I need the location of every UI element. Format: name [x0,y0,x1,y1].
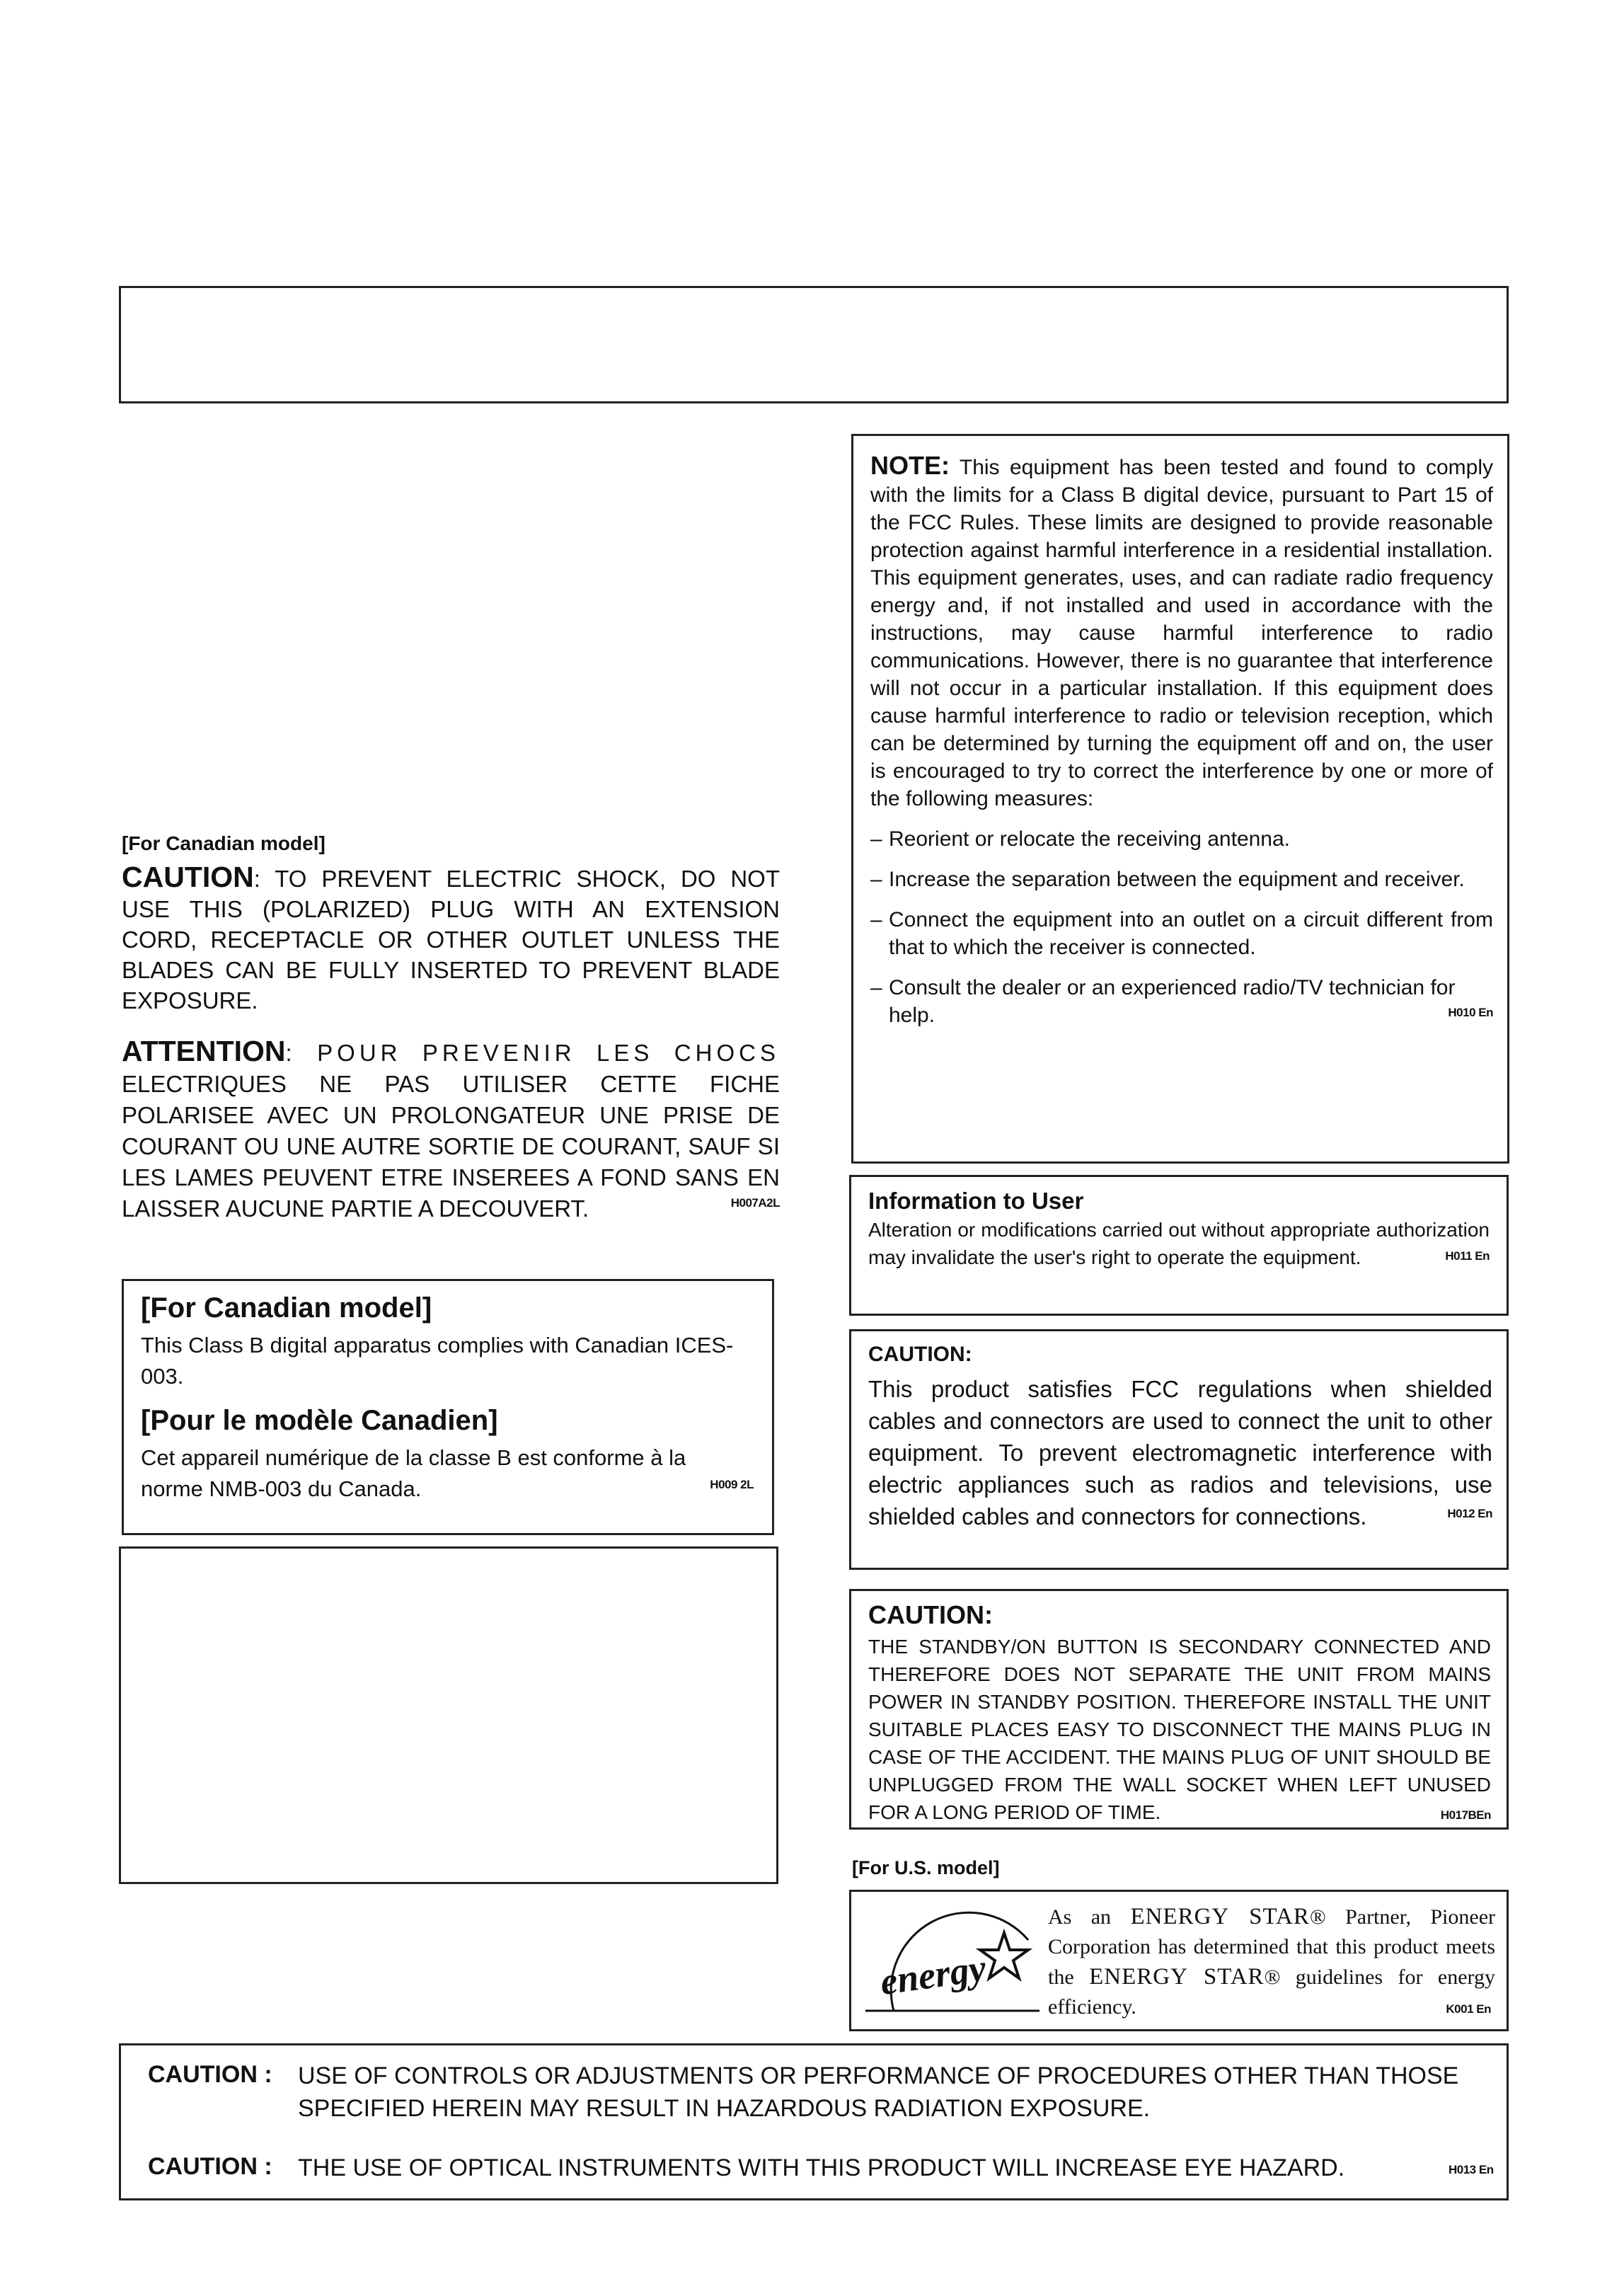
caution-label-1: CAUTION : [148,2061,272,2088]
canadian-model-box [122,1279,774,1535]
doc-code: H011 En [1445,1249,1490,1263]
measure-text: Reorient or relocate the receiving antenna. [889,827,1291,851]
dash: – [870,976,882,999]
doc-code: H007A2L [730,1196,780,1210]
caution-english [122,862,780,1016]
doc-code: H013 En [1449,2163,1494,2176]
section-heading: [For Canadian model] [122,832,326,854]
energy-t2: ENERGY STAR [1130,1904,1310,1929]
note-body: This equipment has been tested and found to comply with the limits for a Class B digital device, pursuant to Part 15 of the FCC Rules. These limits are designed to provide reasonable protection against harmful interference in a residential installation. This equipment generates, uses, and can radiate radio frequency energy and, if not installed and used in accordance with the instructions, may cause harmful interference to radio communications. However, there is no guarantee that interference will not occur in a particular installation. If this equipment does cause harmful interference to radio or television reception, which can be determined by turning the equipment off and on, the user is encouraged to try to correct the interference by one or more of the following measures: [870,456,1493,810]
note-paragraph [870,452,1493,813]
attention-label: ATTENTION [122,1035,286,1067]
energy-t5: ® guidelines for energy efficiency. [1048,1965,1495,2019]
note-measure-4 [870,974,1493,1029]
heading-english: [For Canadian model] [141,1292,432,1324]
fcc-text: This product satisfies FCC regulations when shielded cables and connectors are used to connect the unit to other equipment. To prevent electromagnetic interference with electric appliances such as radios and televisions, use shielded cables and connectors for connections. [868,1376,1492,1529]
heading-french: [Pour le modèle Canadien] [141,1405,498,1436]
top-blank-frame [119,286,1509,403]
doc-code: H010 En [1448,1006,1493,1019]
canadian-caution-block [122,832,780,1224]
dash: – [870,908,882,931]
text-french [141,1442,754,1505]
fcc-caution-box [849,1329,1509,1570]
note-measure-1 [870,825,1493,853]
note-measure-2 [870,866,1493,893]
info-to-user-box [849,1175,1509,1316]
blank-frame [119,1546,778,1884]
measure-text: Consult the dealer or an experienced radio/TV technician for help. [889,976,1456,1027]
caution-text-1a: USE OF CONTROLS OR ADJUSTMENTS OR PERFORMANCE OF PROCEDURES OTHER THAN THOSE [298,2062,1459,2089]
fcc-text-wrap [868,1373,1492,1532]
dash: – [870,827,882,851]
attention-french [122,1035,780,1224]
measure-text: Increase the separation between the equipment and receiver. [889,868,1465,891]
doc-code: H012 En [1447,1507,1492,1520]
attention-text: ELECTRIQUES NE PAS UTILISER CETTE FICHE POLARISEE AVEC UN PROLONGATEUR UNE PRISE DE COURANT OU UNE AUTRE SORTIE DE COURANT, SAUF SI LES LAMES PEUVENT ETRE INSEREES A FOND SANS EN LAISSER AUCUNE PARTIE A DECOUVERT. [122,1071,780,1222]
attention-lead: : POUR PREVENIR LES CHOCS [285,1040,780,1066]
info-text: Alteration or modifications carried out without appropriate authorization may invalidate the user's right to operate the equipment. [868,1219,1490,1268]
caution-text: : TO PREVENT ELECTRIC SHOCK, DO NOT USE THIS (POLARIZED) PLUG WITH AN EXTENSION CORD, RECEPTACLE OR OTHER OUTLET UNLESS THE BLADES CAN BE FULLY INSERTED TO PREVENT BLADE EXPOSURE. [122,866,780,1014]
info-text-wrap [868,1216,1490,1271]
standby-text-wrap [868,1633,1491,1826]
doc-code: H009 2L [710,1478,754,1491]
text-english: This Class B digital apparatus complies with Canadian ICES-003. [141,1333,734,1389]
energy-t4: ENERGY STAR [1089,1964,1265,1990]
energy-star-box [849,1890,1509,2031]
caution-heading: CAUTION: [868,1600,993,1629]
energy-t3: ® Partner, Pioneer Corporation has determined that this product meets the [1048,1905,1496,1989]
french-text: Cet appareil numérique de la classe B est conforme à la norme NMB-003 du Canada. [141,1445,686,1501]
star-icon [980,1933,1028,1978]
standby-text: THE STANDBY/ON BUTTON IS SECONDARY CONNECTED AND THEREFORE DOES NOT SEPARATE THE UNIT FROM MAINS POWER IN STANDBY POSITION. THEREFORE INSTALL THE UNIT SUITABLE PLACES EASY TO DISCONNECT THE MAINS PLUG IN CASE OF THE ACCIDENT. THE MAINS PLUG OF UNIT SHOULD BE UNPLUGGED FROM THE WALL SOCKET WHEN LEFT UNUSED FOR A LONG PERIOD OF TIME. [868,1636,1491,1823]
caution-label: CAUTION [122,861,254,893]
bottom-caution-box [119,2043,1509,2200]
caution-label-2: CAUTION : [148,2153,272,2180]
caution-text-1b: SPECIFIED HEREIN MAY RESULT IN HAZARDOUS RADIATION EXPOSURE. [298,2095,1151,2122]
caution-heading: CAUTION: [868,1343,972,1366]
energy-star-logo [865,1905,1040,2021]
caution-text-2: THE USE OF OPTICAL INSTRUMENTS WITH THIS PRODUCT WILL INCREASE EYE HAZARD. [298,2154,1345,2181]
note-measure-3 [870,906,1493,961]
doc-code: K001 En [1446,2002,1491,2016]
standby-caution-box [849,1589,1509,1830]
logo-word: energy [877,1946,989,2004]
energy-t1: As an [1048,1905,1112,1929]
dash: – [870,868,882,891]
info-heading: Information to User [868,1188,1084,1214]
doc-code: H017BEn [1440,1808,1491,1822]
measure-text: Connect the equipment into an outlet on a circuit different from that to which the receiver is connected. [889,908,1493,959]
us-model-label: [For U.S. model] [852,1857,1000,1878]
note-label: NOTE: [870,451,950,480]
fcc-note-box [851,434,1509,1164]
energy-star-text [1048,1902,1495,2022]
